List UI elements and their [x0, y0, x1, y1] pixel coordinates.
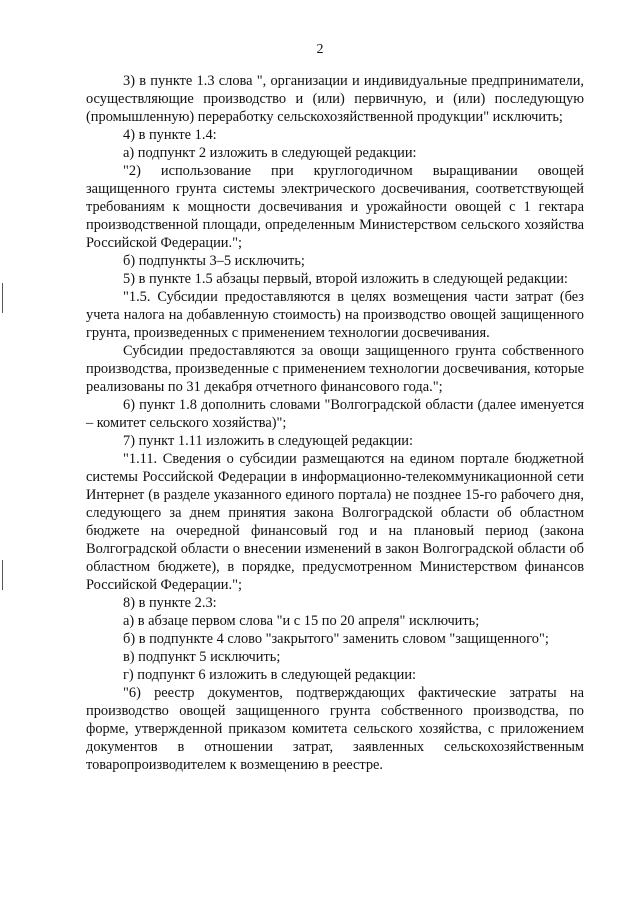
paragraph-subsidies: Субсидии предоставляются за овощи защищенного грунта собственного производства, произведенные с применением технологии досвечивания, которые реализованы по 31 декабря отчетного финансового года.";	[86, 343, 584, 395]
paragraph-subitem-v: в) подпункт 5 исключить;	[123, 649, 281, 665]
paragraph-item-3: 3) в пункте 1.3 слова ", организации и индивидуальные предприниматели, осуществляющие производство и (или) первичную, и (или) последующую (промышленную) переработку сельскохозяйственной продукции" исключить;	[86, 73, 584, 125]
paragraph-item-6: 6) пункт 1.8 дополнить словами "Волгоградской области (далее именуется – комитет сельского хозяйства)";	[86, 397, 584, 431]
paragraph-subitem-a: а) подпункт 2 изложить в следующей редакции:	[123, 145, 417, 161]
binding-mark-top	[2, 283, 3, 313]
paragraph-item-4: 4) в пункте 1.4:	[123, 127, 217, 143]
paragraph-quote-2: "2) использование при круглогодичном выращивании овощей защищенного грунта системы электрического досвечивания, соответствующей требованиям к мощности досвечивания и урожайности овощей с 1 гектара производственной площади, определенным Министерством сельского хозяйства Российской Федерации.";	[86, 163, 584, 251]
binding-mark-bottom	[2, 560, 3, 590]
paragraph-subitem-g: г) подпункт 6 изложить в следующей редакции:	[123, 667, 417, 683]
paragraph-subitem-a-2: а) в абзаце первом слова "и с 15 по 20 апреля" исключить;	[123, 613, 480, 629]
paragraph-item-5: 5) в пункте 1.5 абзацы первый, второй изложить в следующей редакции:	[123, 271, 568, 287]
paragraph-quote-6: "6) реестр документов, подтверждающих фактические затраты на производство овощей защищенного грунта собственного производства, по форме, утвержденной приказом комитета сельского хозяйства, с приложением документов в отношении затрат, заявленных сельскохозяйственным товаропроизводителем к возмещению в реестре.	[86, 685, 584, 773]
document-body	[86, 72, 584, 774]
page-number: 2	[316, 42, 324, 57]
paragraph-subitem-b-2: б) в подпункте 4 слово "закрытого" заменить словом "защищенного";	[123, 631, 549, 647]
paragraph-item-7: 7) пункт 1.11 изложить в следующей редакции:	[123, 433, 414, 449]
paragraph-subitem-b: б) подпункты 3–5 исключить;	[123, 253, 305, 269]
paragraph-quote-1-5: "1.5. Субсидии предоставляются в целях возмещения части затрат (без учета налога на добавленную стоимость) на производство овощей защищенного грунта, произведенных с применением технологии досвечивания.	[86, 289, 584, 341]
paragraph-item-8: 8) в пункте 2.3:	[123, 595, 217, 611]
paragraph-quote-1-11: "1.11. Сведения о субсидии размещаются на едином портале бюджетной системы Российской Федерации в информационно-телекоммуникационной сети Интернет (в разделе указанного единого портала) не позднее 15-го рабочего дня, следующего за днем принятия закона Волгоградской области об областном бюджете на очередной финансовый год и на плановый период (закона Волгоградской области о внесении изменений в закон Волгоградской области об областном бюджете), в порядке, предусмотренном Министерством финансов Российской Федерации.";	[86, 451, 584, 593]
